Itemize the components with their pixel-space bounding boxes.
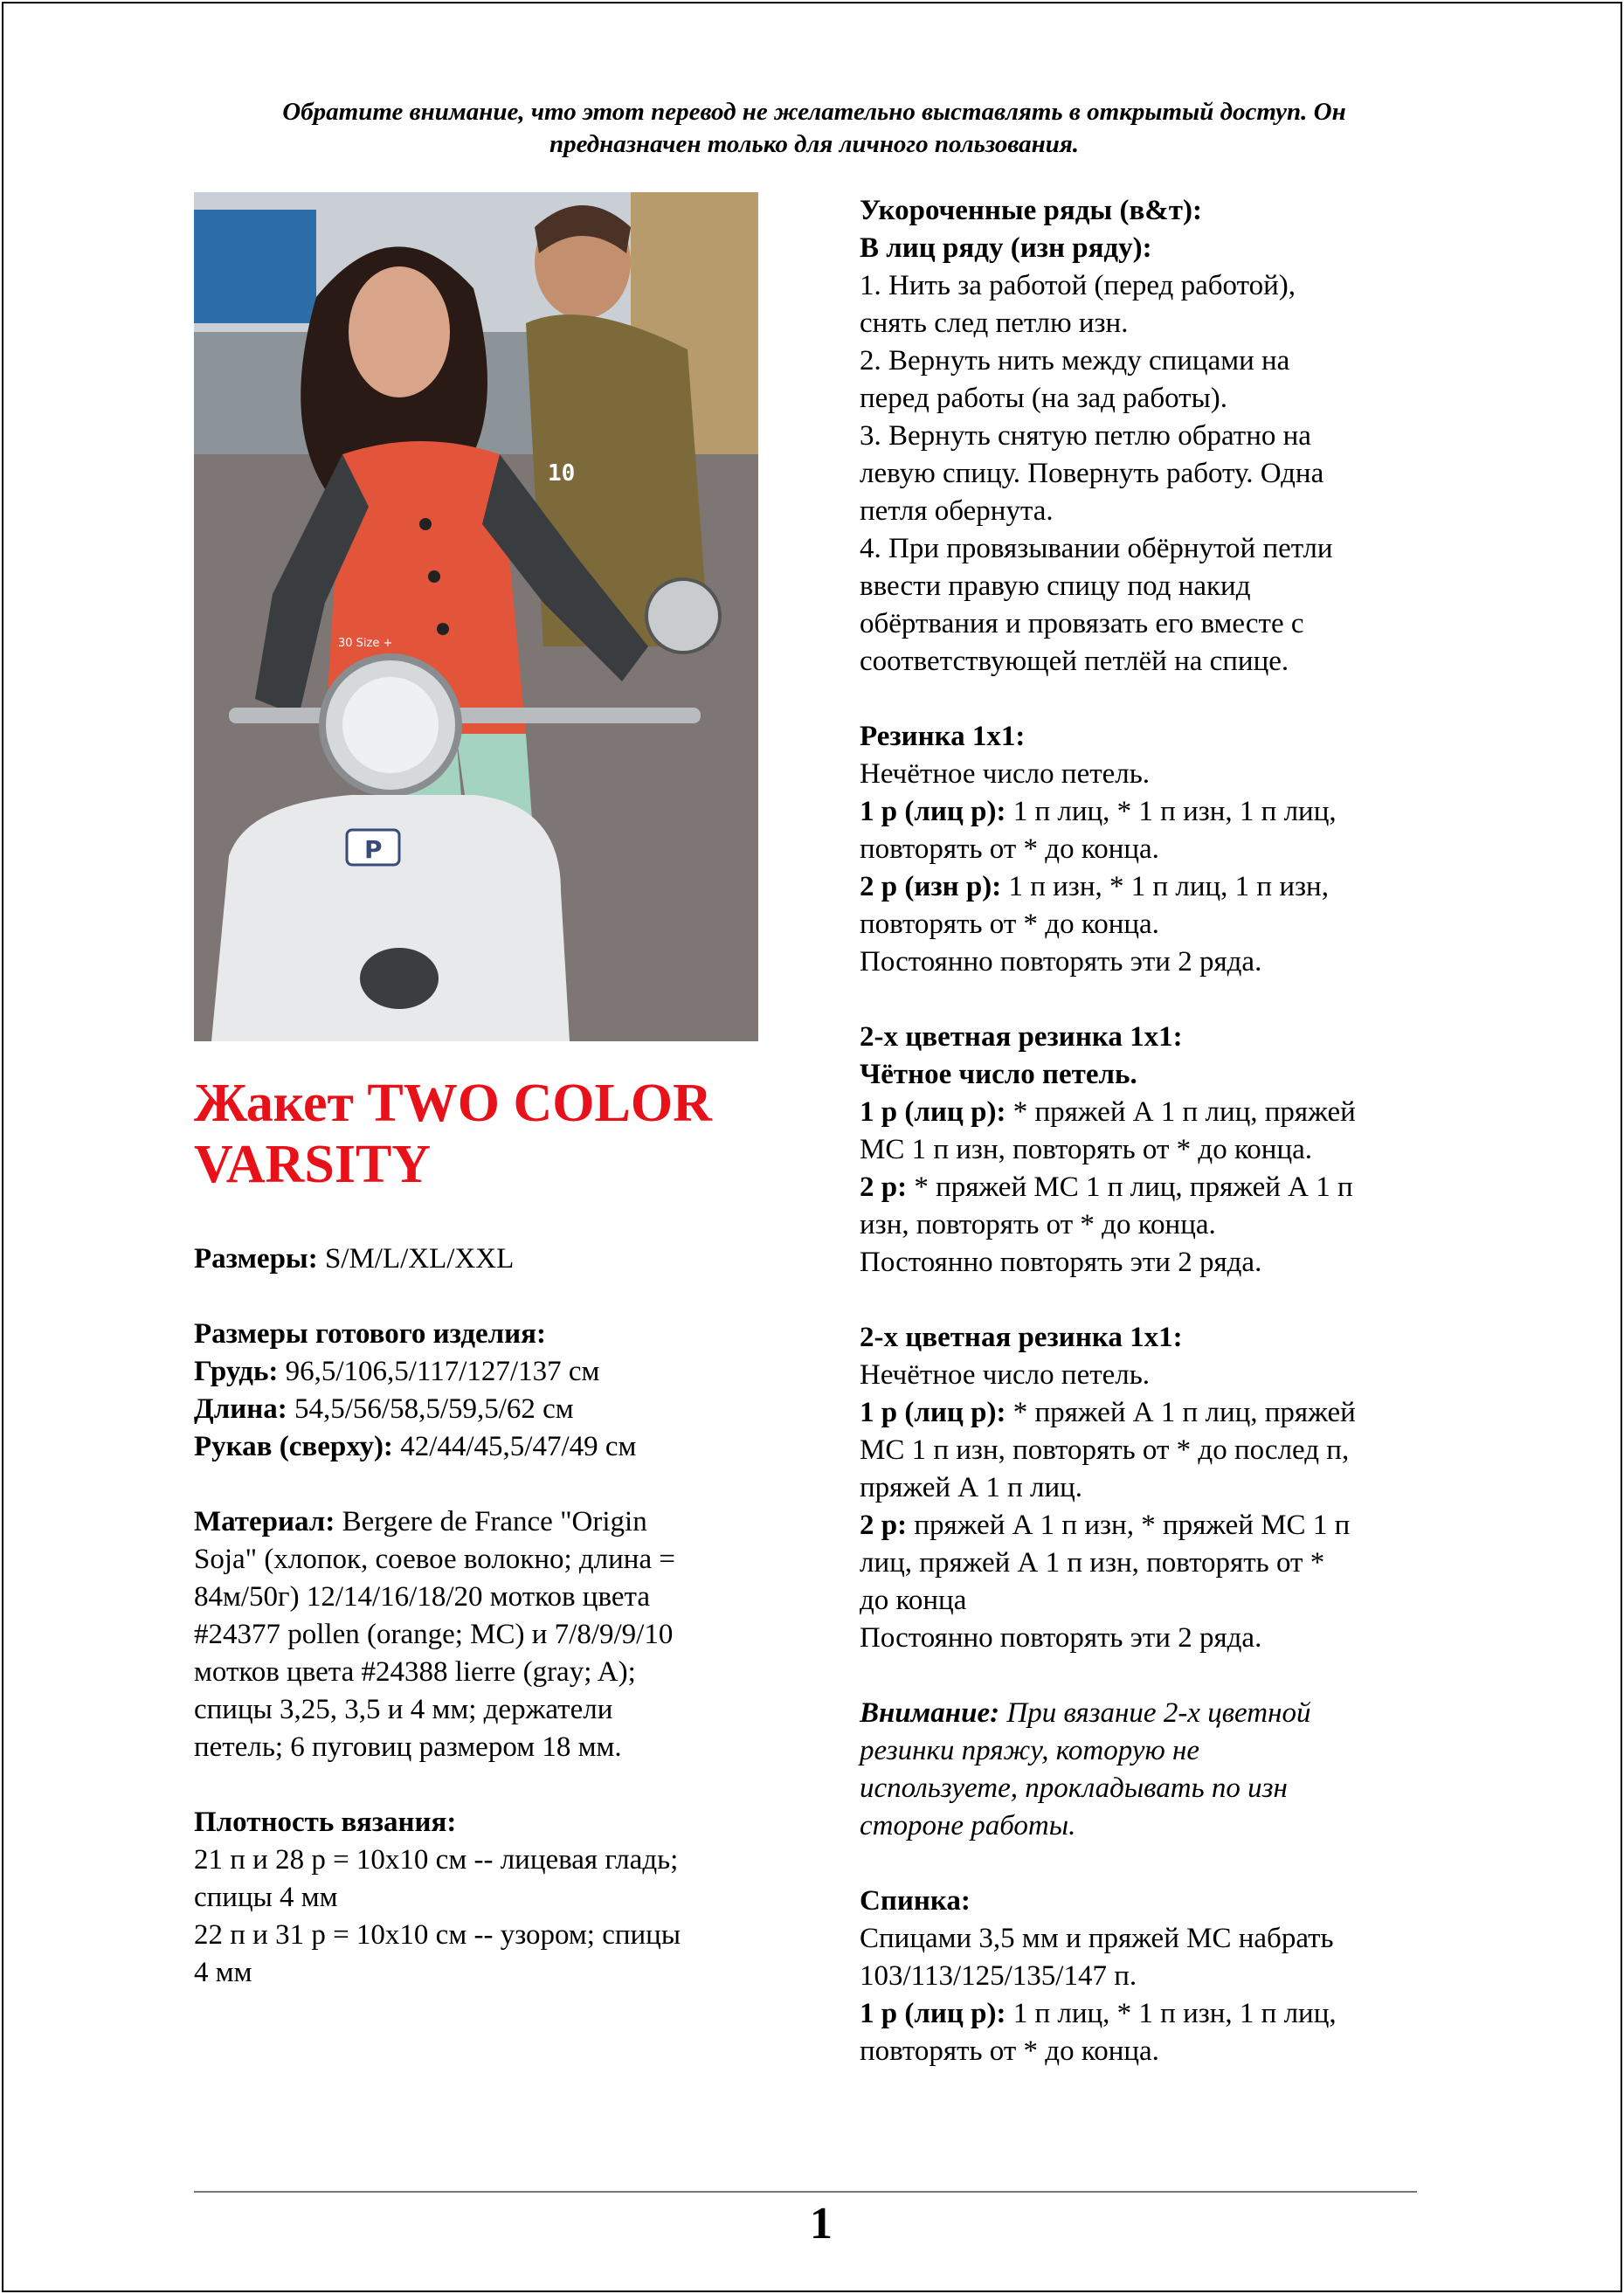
instruction-line: Нечётное число петель. <box>860 758 1151 790</box>
attention-note <box>860 1695 1436 1845</box>
two-color-rib-subheading: Чётное число петель. <box>860 1059 1137 1090</box>
finished-size-heading: Размеры готового изделия: <box>194 1318 547 1350</box>
instruction-line: снять след петлю изн. <box>860 307 1129 339</box>
instruction-line: пряжей А 1 п лиц. <box>860 1472 1083 1503</box>
instruction-line: изн, повторять от * до конца. <box>860 1209 1216 1240</box>
instruction-line: Постоянно повторять эти 2 ряда. <box>860 1247 1262 1278</box>
gauge-text: 21 п и 28 р = 10х10 см -- лицевая гладь; <box>194 1844 679 1876</box>
length-value: 54,5/56/58,5/59,5/62 см <box>287 1393 574 1425</box>
sleeve-line <box>194 1428 771 1466</box>
instruction-line: до конца <box>860 1585 967 1616</box>
instruction-line: Спицами 3,5 мм и пряжей МС набрать <box>860 1923 1334 1954</box>
gauge-text: спицы 4 мм <box>194 1882 338 1913</box>
title-line: VARSITY <box>194 1135 432 1194</box>
rib-heading: Резинка 1х1: <box>860 721 1026 752</box>
note-text: При вязание 2-х цветной <box>999 1697 1311 1729</box>
row-text: пряжей А 1 п изн, * пряжей МС 1 п <box>907 1510 1351 1541</box>
row-label: 1 р (лиц р): <box>860 1998 1006 2029</box>
note-label: Внимание: <box>860 1697 1000 1729</box>
sleeve-value: 42/44/45,5/47/49 см <box>392 1431 637 1462</box>
sizes-label: Размеры: <box>194 1243 318 1275</box>
instruction-line: Нечётное число петель. <box>860 1359 1151 1391</box>
instruction-line: МС 1 п изн, повторять от * до послед п, <box>860 1434 1350 1466</box>
gauge-text: 4 мм <box>194 1957 252 1988</box>
material-text: 84м/50г) 12/14/16/18/20 мотков цвета <box>194 1581 650 1613</box>
material-text: Bergere de France "Origin <box>335 1506 647 1537</box>
row-label: 2 р: <box>860 1510 908 1541</box>
copyright-notice <box>194 96 1434 161</box>
row-label: 1 р (лиц р): <box>860 1397 1006 1428</box>
notice-line: Обратите внимание, что этот перевод не желательно выставлять в открытый доступ. Он <box>282 98 1346 126</box>
instruction-line: повторять от * до конца. <box>860 2035 1159 2067</box>
instruction-line: 2. Вернуть нить между спицами на <box>860 345 1290 377</box>
sizes-value: S/M/L/XL/XXL <box>317 1243 515 1275</box>
scooter-photo-illustration <box>194 192 758 1041</box>
instruction-line: 1. Нить за работой (перед работой), <box>860 270 1296 301</box>
pattern-title <box>194 1073 771 1195</box>
material-block <box>194 1503 771 1766</box>
two-color-rib-heading: 2-х цветная резинка 1х1: <box>860 1322 1183 1353</box>
instruction-line: соответствующей петлёй на спице. <box>860 646 1289 677</box>
row-label: 2 р: <box>860 1171 908 1203</box>
note-text: стороне работы. <box>860 1810 1076 1841</box>
material-text: мотков цвета #24388 lierre (gray; A); <box>194 1656 636 1688</box>
row-label: 2 р (изн р): <box>860 871 1002 902</box>
material-text: #24377 pollen (orange; MC) и 7/8/9/9/10 <box>194 1619 674 1650</box>
length-line <box>194 1391 771 1428</box>
note-text: используете, прокладывать по изн <box>860 1772 1288 1804</box>
material-text: Soja" (хлопок, соевое волокно; длина = <box>194 1544 675 1575</box>
row-text: * пряжей А 1 п лиц, пряжей <box>1005 1397 1356 1428</box>
instruction-line: обёртвания и провязать его вместе с <box>860 608 1304 639</box>
instruction-line: 3. Вернуть снятую петлю обратно на <box>860 420 1311 452</box>
instruction-line: МС 1 п изн, повторять от * до конца. <box>860 1134 1313 1165</box>
size-label: 30 Size + <box>338 637 393 650</box>
instruction-line: повторять от * до конца. <box>860 909 1159 940</box>
left-column <box>194 1073 771 1992</box>
back-heading: Спинка: <box>860 1885 971 1917</box>
gauge-heading: Плотность вязания: <box>194 1807 457 1838</box>
page-number: 1 <box>810 2199 833 2249</box>
notice-line: предназначен только для личного пользования. <box>549 130 1080 158</box>
footer-divider <box>194 2191 1417 2193</box>
right-column <box>860 192 1436 2070</box>
row-label: 1 р (лиц р): <box>860 796 1006 827</box>
two-color-rib-heading: 2-х цветная резинка 1х1: <box>860 1021 1183 1053</box>
instruction-line: петля обернута. <box>860 495 1054 527</box>
short-rows-heading: Укороченные ряды (в&т): <box>860 195 1202 226</box>
instruction-line: 103/113/125/135/147 п. <box>860 1960 1137 1992</box>
model-photo <box>194 192 758 1041</box>
gauge-text: 22 п и 31 р = 10х10 см -- узором; спицы <box>194 1919 681 1951</box>
length-label: Длина: <box>194 1393 287 1425</box>
instruction-line: Постоянно повторять эти 2 ряда. <box>860 1622 1262 1654</box>
chest-label: Грудь: <box>194 1356 279 1387</box>
instruction-line: ввести правую спицу под накид <box>860 570 1251 602</box>
row-text: 1 п лиц, * 1 п изн, 1 п лиц, <box>1005 796 1337 827</box>
instruction-line: 4. При провязывании обёрнутой петли <box>860 533 1333 564</box>
sizes-line <box>194 1240 771 1278</box>
material-label: Материал: <box>194 1506 335 1537</box>
row-text: * пряжей МС 1 п лиц, пряжей А 1 п <box>907 1171 1353 1203</box>
row-text: 1 п изн, * 1 п лиц, 1 п изн, <box>1001 871 1329 902</box>
instruction-line: лиц, пряжей А 1 п изн, повторять от * <box>860 1547 1325 1579</box>
instruction-line: перед работы (на зад работы). <box>860 383 1228 414</box>
instruction-line: Постоянно повторять эти 2 ряда. <box>860 946 1262 978</box>
row-text: 1 п лиц, * 1 п изн, 1 п лиц, <box>1005 1998 1337 2029</box>
chest-value: 96,5/106,5/117/127/137 см <box>278 1356 600 1387</box>
short-rows-subheading: В лиц ряду (изн ряду): <box>860 232 1152 264</box>
note-text: резинки пряжу, которую не <box>860 1735 1200 1766</box>
brand-logo: P <box>364 835 383 864</box>
material-text: петель; 6 пуговиц размером 18 мм. <box>194 1731 622 1763</box>
sleeve-label: Рукав (сверху): <box>194 1431 393 1462</box>
row-label: 1 р (лиц р): <box>860 1096 1006 1128</box>
instruction-line: левую спицу. Повернуть работу. Одна <box>860 458 1324 489</box>
instruction-line: повторять от * до конца. <box>860 833 1159 865</box>
jacket-number: 10 <box>548 460 576 487</box>
row-text: * пряжей А 1 п лиц, пряжей <box>1005 1096 1356 1128</box>
chest-line <box>194 1353 771 1391</box>
material-text: спицы 3,25, 3,5 и 4 мм; держатели <box>194 1694 613 1725</box>
title-line: Жакет TWO COLOR <box>194 1074 712 1133</box>
